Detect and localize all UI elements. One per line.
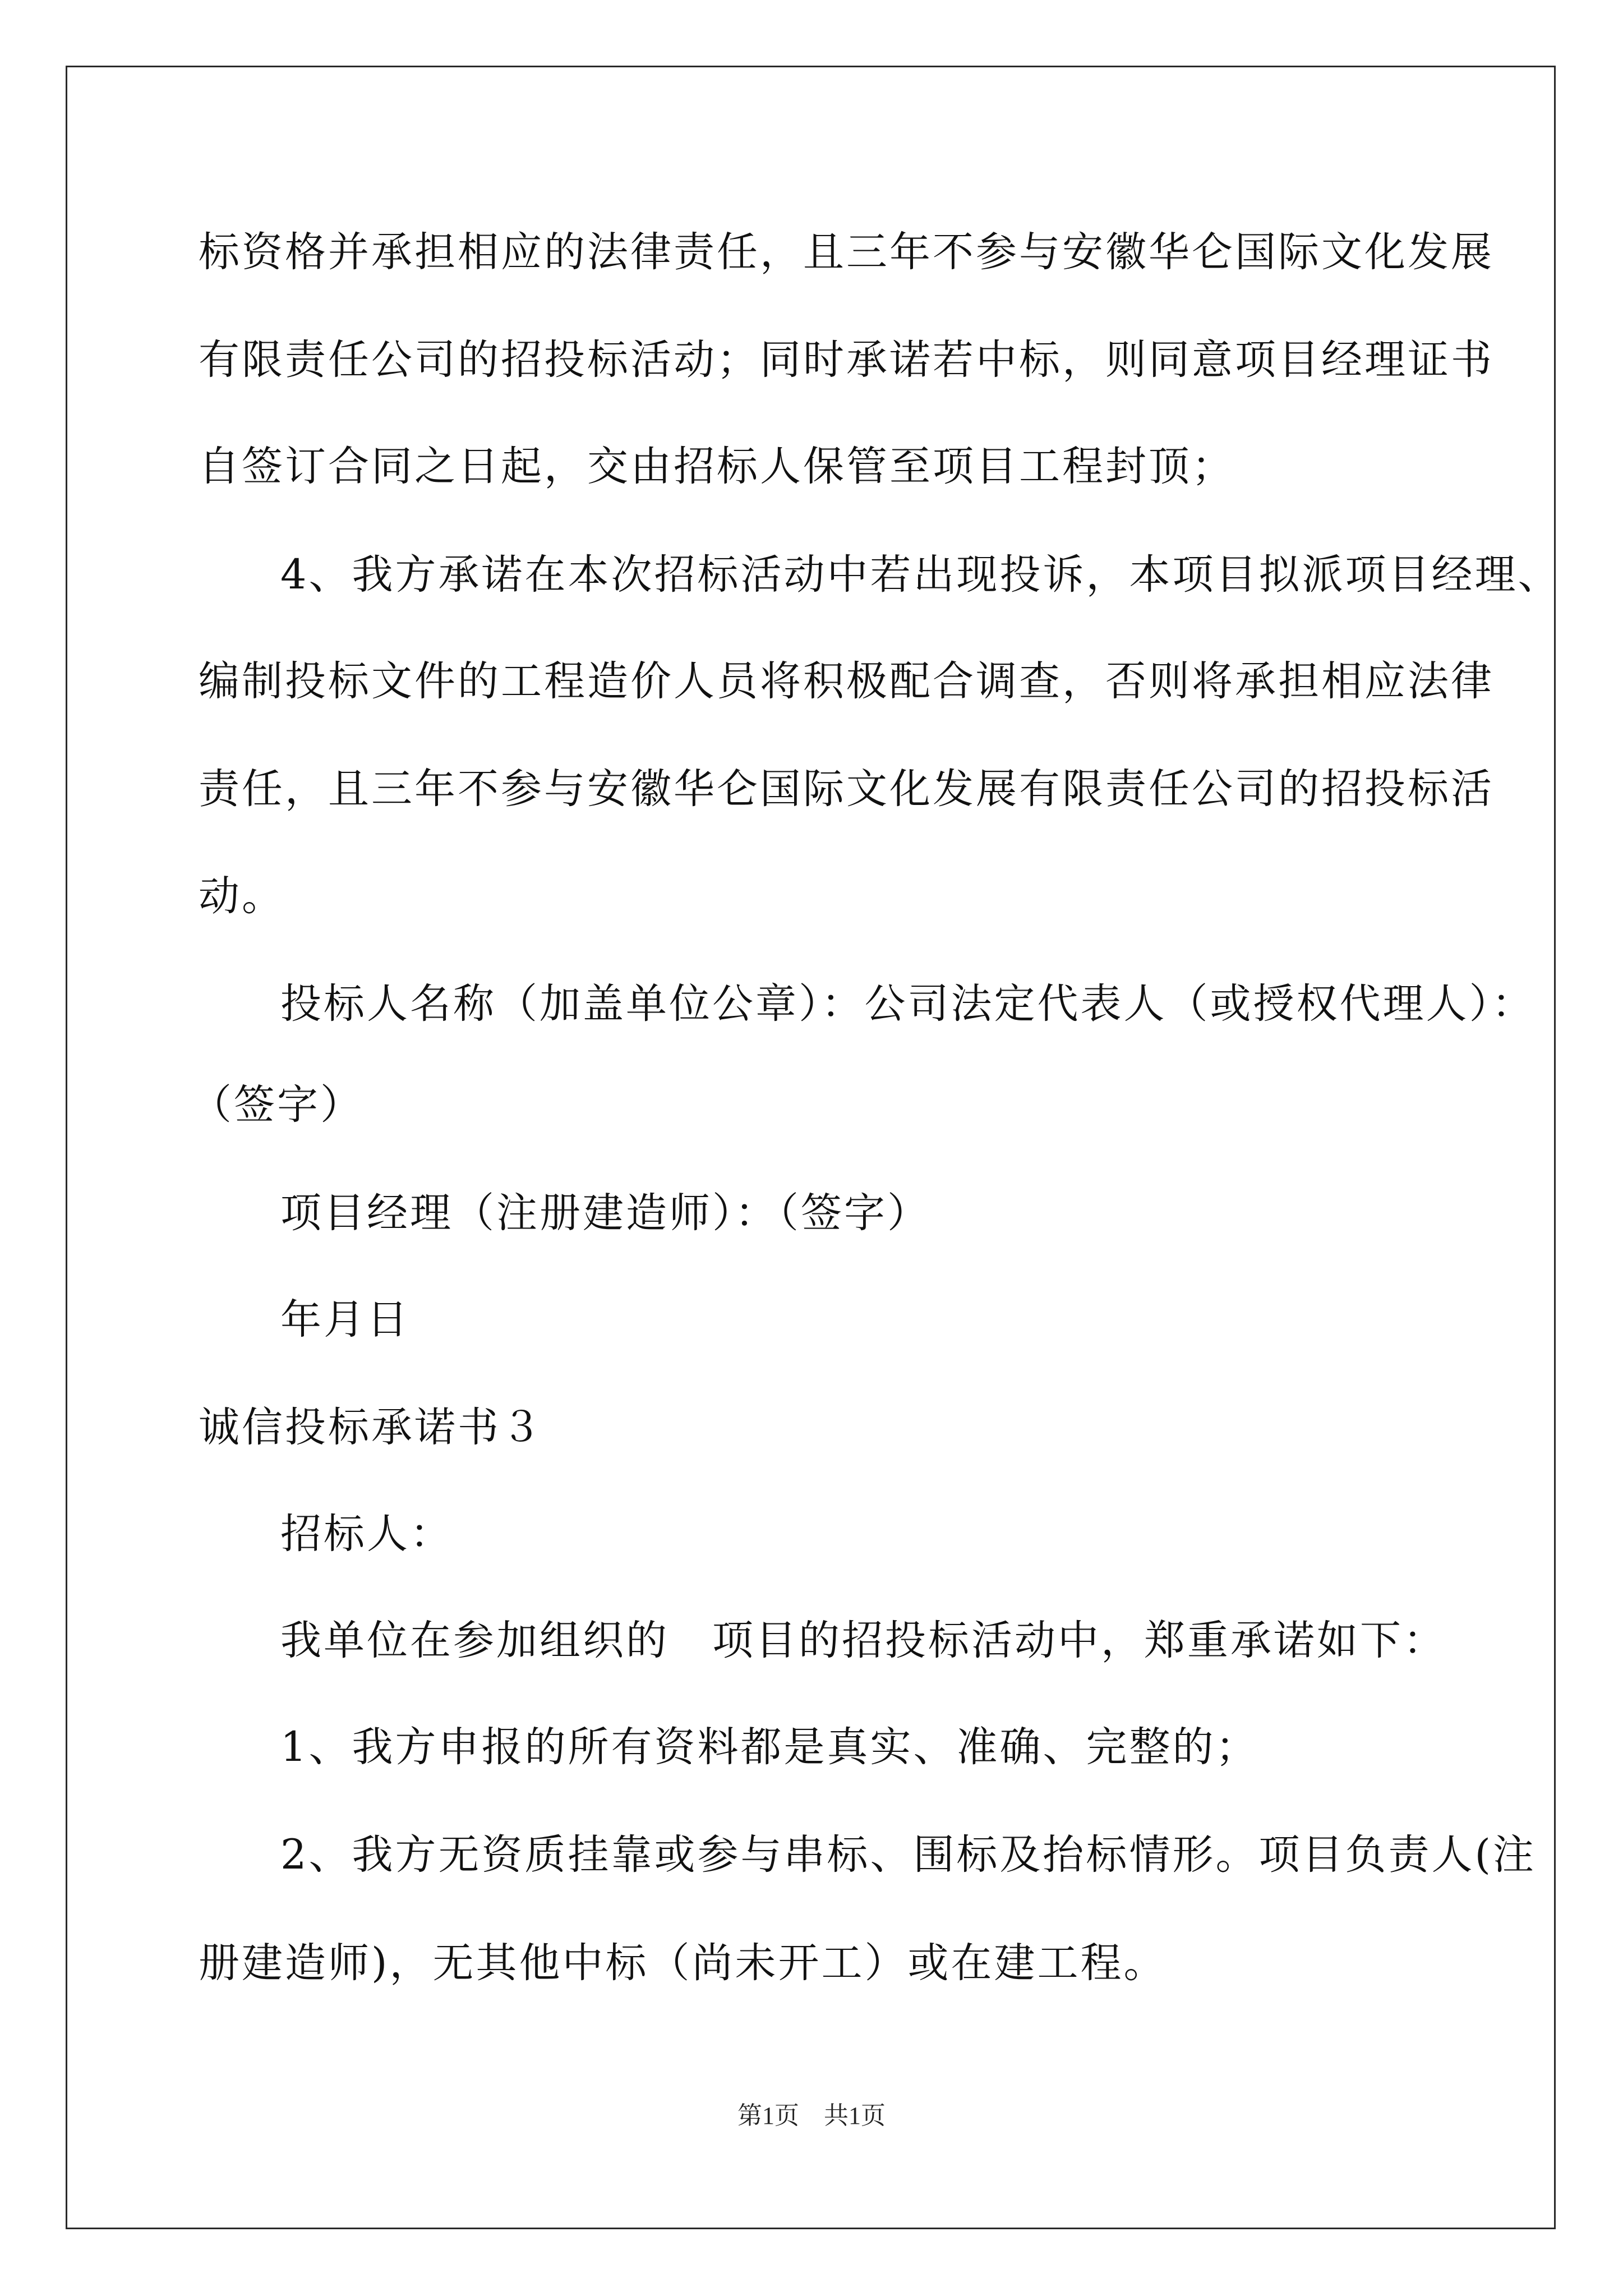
- item-1-line: 1、我方申报的所有资料都是真实、准确、完整的；: [280, 1723, 1259, 1771]
- body-line-3: 自签订合同之日起，交由招标人保管至项目工程封顶；: [199, 443, 1235, 490]
- item-2-line-1: 2、我方无资质挂靠或参与串标、围标及抬标情形。项目负责人(注: [280, 1831, 1536, 1879]
- body-line-7: 动。: [199, 872, 285, 920]
- body-line-1: 标资格并承担相应的法律责任，且三年不参与安徽华仑国际文化发展: [199, 228, 1494, 276]
- body-line-4: 4、我方承诺在本次招标活动中若出现投诉，本项目拟派项目经理、: [280, 551, 1561, 599]
- signature-line-sign: （签字）: [191, 1081, 363, 1129]
- signature-line-manager: 项目经理（注册建造师）：（签字）: [280, 1189, 930, 1237]
- addressee-line: 招标人：: [280, 1510, 453, 1558]
- signature-line-bidder: 投标人名称（加盖单位公章）：公司法定代表人（或授权代理人）：: [280, 980, 1535, 1028]
- date-line: 年月日: [280, 1296, 410, 1343]
- intro-line: 我单位在参加组织的 项目的招投标活动中，郑重承诺如下：: [280, 1617, 1446, 1664]
- body-line-5: 编制投标文件的工程造价人员将积极配合调查，否则将承担相应法律: [199, 657, 1494, 705]
- page-footer: 第1页 共1页: [737, 2102, 886, 2129]
- page-border: [66, 66, 1556, 2229]
- item-2-line-2: 册建造师)，无其他中标（尚未开工）或在建工程。: [199, 1939, 1167, 1987]
- section-title: 诚信投标承诺书３: [199, 1404, 544, 1451]
- body-line-6: 责任，且三年不参与安徽华仑国际文化发展有限责任公司的招投标活: [199, 765, 1494, 813]
- body-line-2: 有限责任公司的招投标活动；同时承诺若中标，则同意项目经理证书: [199, 336, 1494, 384]
